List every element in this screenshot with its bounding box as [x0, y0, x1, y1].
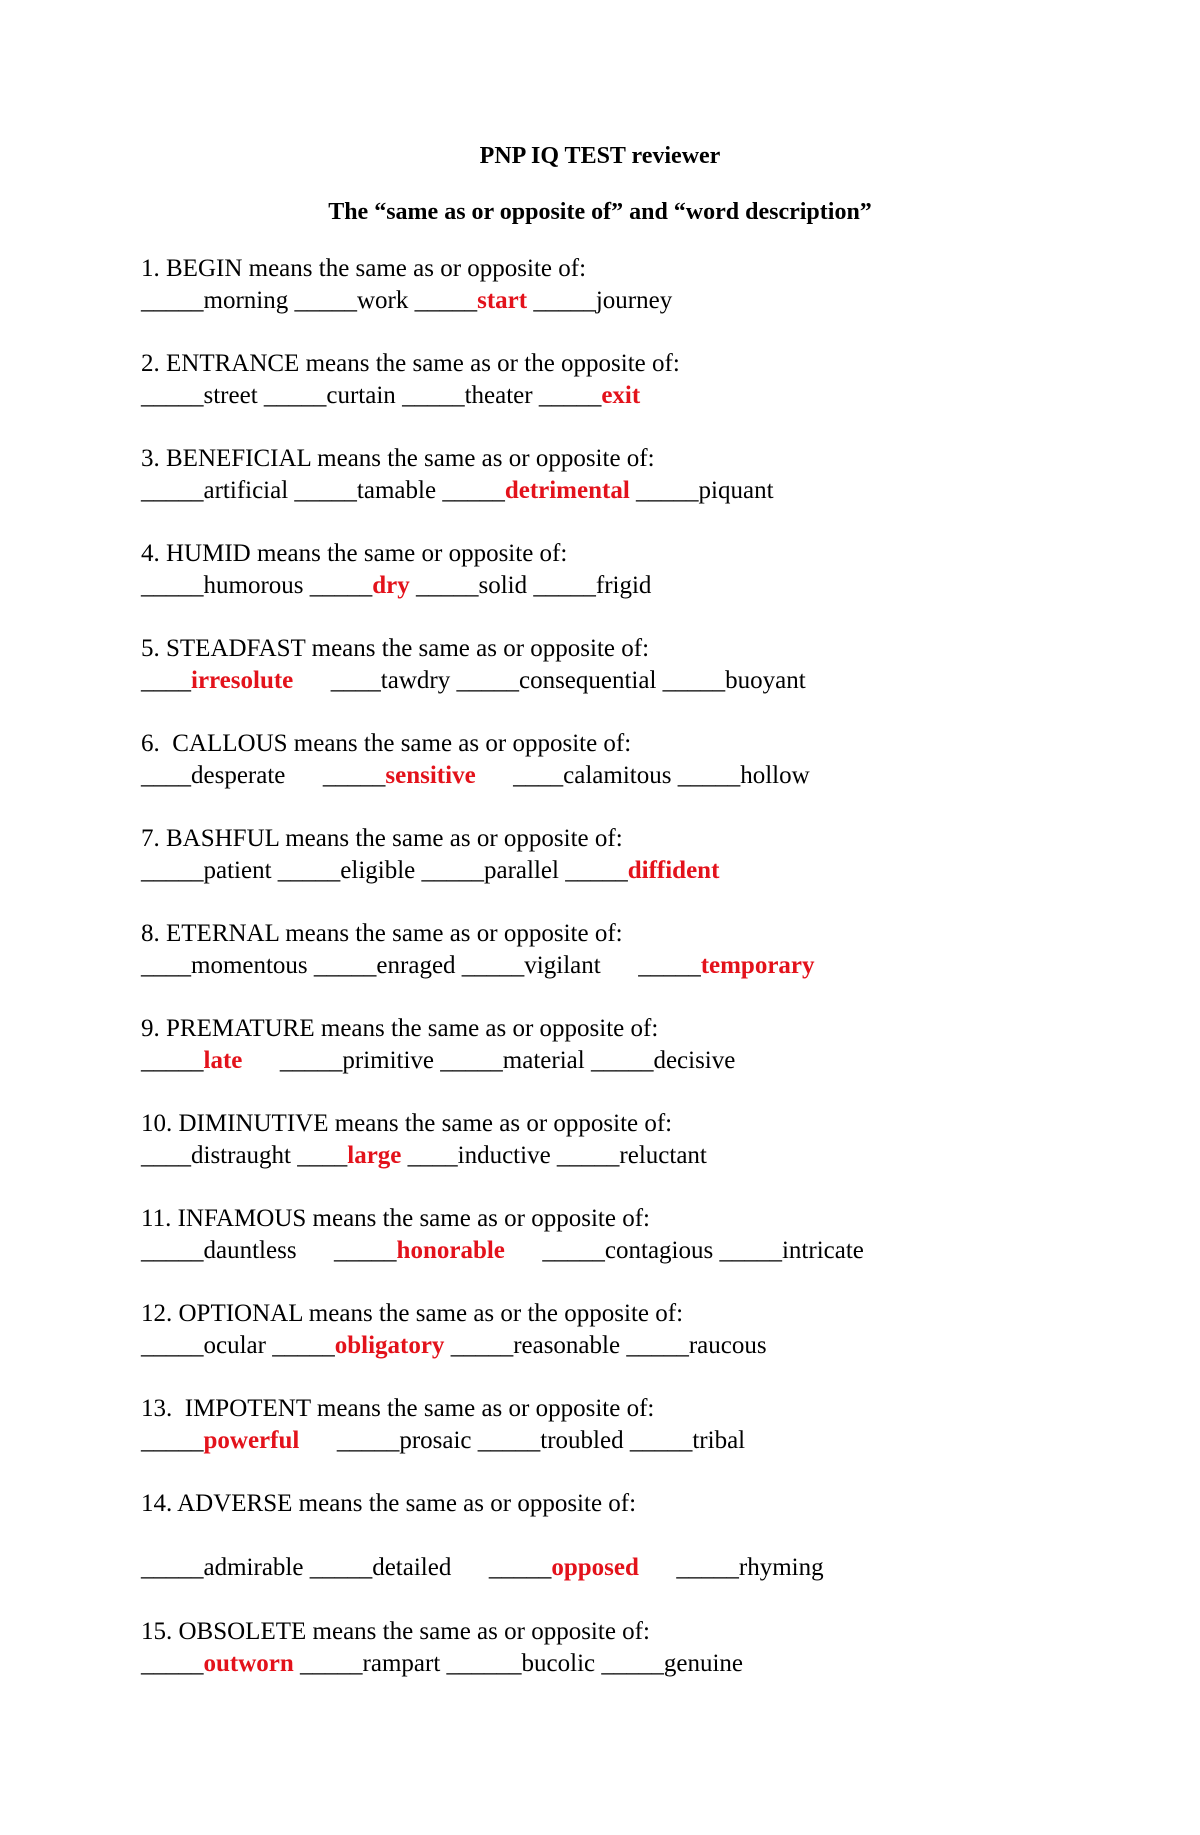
answer-word: powerful — [203, 1427, 300, 1454]
option: _____detailed — [309, 1554, 452, 1581]
option: _____piquant — [636, 477, 774, 504]
question-item — [141, 633, 806, 697]
question-prompt: 7. BASHFUL means the same as or opposite of: — [141, 825, 623, 852]
answer-word: late — [203, 1047, 243, 1074]
option: ______bucolic — [446, 1650, 596, 1677]
answer-option — [539, 382, 640, 409]
question-prompt: 9. PREMATURE means the same as or opposite of: — [141, 1015, 659, 1042]
question-prompt: 1. BEGIN means the same as or opposite of: — [141, 255, 587, 282]
question-prompt: 4. HUMID means the same or opposite of: — [141, 540, 568, 567]
answer-option — [442, 477, 629, 504]
answer-blank: _____ — [538, 382, 602, 409]
option: _____ocular — [141, 1332, 266, 1359]
option: _____raucous — [626, 1332, 767, 1359]
question-item — [141, 823, 719, 887]
question-item — [141, 253, 672, 317]
question-prompt: 15. OBSOLETE means the same as or opposite of: — [141, 1618, 650, 1645]
answer-word: irresolute — [191, 667, 294, 694]
option-row — [141, 1330, 767, 1362]
option: _____buoyant — [662, 667, 806, 694]
option-row — [141, 950, 815, 982]
option-row — [141, 570, 651, 602]
option-row — [141, 380, 680, 412]
option: _____genuine — [601, 1650, 744, 1677]
question-prompt: 12. OPTIONAL means the same as or the opposite of: — [141, 1300, 684, 1327]
option: _____street — [141, 382, 258, 409]
answer-option — [141, 667, 293, 694]
option: _____humorous — [141, 572, 304, 599]
option: _____primitive — [279, 1047, 435, 1074]
option: ____inductive — [407, 1142, 551, 1169]
option-row — [141, 475, 774, 507]
option-row — [141, 760, 810, 792]
answer-option — [141, 1427, 299, 1454]
answer-option — [638, 952, 814, 979]
answer-word: sensitive — [385, 762, 476, 789]
answer-word: diffident — [627, 857, 720, 884]
answer-word: opposed — [551, 1554, 639, 1581]
option: _____reluctant — [556, 1142, 707, 1169]
option: _____tribal — [629, 1427, 746, 1454]
question-prompt: 14. ADVERSE means the same as or opposite of: — [141, 1490, 637, 1517]
option-row — [141, 1235, 864, 1267]
question-prompt: 10. DIMINUTIVE means the same as or opposite of: — [141, 1110, 673, 1137]
question-prompt: 3. BENEFICIAL means the same as or opposite of: — [141, 445, 655, 472]
answer-blank: _____ — [414, 287, 478, 314]
answer-option — [141, 1650, 294, 1677]
option: _____decisive — [590, 1047, 736, 1074]
answer-option — [415, 287, 527, 314]
option: _____intricate — [719, 1237, 864, 1264]
option: _____parallel — [421, 857, 559, 884]
option-row — [141, 1045, 735, 1077]
answer-blank: _____ — [141, 1047, 204, 1074]
question-item — [141, 1298, 767, 1362]
answer-blank: ____ — [297, 1142, 348, 1169]
option: _____curtain — [263, 382, 396, 409]
option-row — [141, 1648, 743, 1680]
option-row — [141, 1140, 707, 1172]
question-item — [141, 728, 810, 792]
option-row — [141, 285, 672, 317]
answer-blank: _____ — [141, 1650, 204, 1677]
answer-word: start — [477, 287, 528, 314]
question-item — [141, 1488, 824, 1584]
answer-option — [565, 857, 719, 884]
answer-blank: _____ — [442, 477, 505, 504]
answer-option — [489, 1554, 639, 1581]
option: _____reasonable — [450, 1332, 621, 1359]
option: _____morning — [141, 287, 289, 314]
option: _____admirable — [141, 1554, 304, 1581]
option: _____enraged — [313, 952, 456, 979]
answer-word: temporary — [700, 952, 815, 979]
question-item — [141, 443, 774, 507]
option: _____consequential — [456, 667, 657, 694]
page-title: PNP IQ TEST reviewer — [479, 143, 721, 169]
answer-blank: _____ — [334, 1237, 397, 1264]
option: _____eligible — [277, 857, 416, 884]
option: _____hollow — [677, 762, 810, 789]
answer-option — [323, 762, 476, 789]
answer-option — [141, 1047, 242, 1074]
answer-option — [297, 1142, 401, 1169]
answer-word: exit — [601, 382, 641, 409]
option-row — [141, 1552, 824, 1584]
answer-word: obligatory — [334, 1332, 445, 1359]
question-prompt: 6. CALLOUS means the same as or opposite of: — [141, 730, 632, 757]
option: _____prosaic — [336, 1427, 472, 1454]
question-item — [141, 1203, 864, 1267]
option: ____tawdry — [330, 667, 451, 694]
question-item — [141, 918, 815, 982]
answer-blank: _____ — [309, 572, 373, 599]
option: _____troubled — [477, 1427, 624, 1454]
option: _____vigilant — [461, 952, 601, 979]
answer-blank: _____ — [488, 1554, 552, 1581]
option: ____calamitous — [513, 762, 672, 789]
question-item — [141, 1393, 745, 1457]
answer-option — [272, 1332, 444, 1359]
answer-blank: _____ — [141, 1427, 204, 1454]
option: _____dauntless — [141, 1237, 297, 1264]
option: _____contagious — [542, 1237, 714, 1264]
question-prompt: 11. INFAMOUS means the same as or opposite of: — [141, 1205, 650, 1232]
option-row — [141, 665, 806, 697]
answer-blank: ____ — [141, 667, 191, 694]
answer-option — [310, 572, 410, 599]
page-subtitle: The “same as or opposite of” and “word description” — [328, 199, 872, 225]
option: _____theater — [402, 382, 533, 409]
question-item — [141, 348, 680, 412]
option: _____material — [440, 1047, 585, 1074]
option: _____artificial — [141, 477, 289, 504]
answer-blank: _____ — [272, 1332, 335, 1359]
option: ____distraught — [141, 1142, 291, 1169]
answer-word: outworn — [203, 1650, 294, 1677]
option: _____rampart — [300, 1650, 441, 1677]
option: _____patient — [141, 857, 272, 884]
option: ____desperate — [141, 762, 286, 789]
answer-blank: _____ — [565, 857, 628, 884]
question-prompt: 8. ETERNAL means the same as or opposite of: — [141, 920, 623, 947]
option: _____solid — [416, 572, 528, 599]
option: _____rhyming — [676, 1554, 824, 1581]
question-item — [141, 1616, 743, 1680]
question-prompt: 5. STEADFAST means the same as or opposite of: — [141, 635, 650, 662]
answer-word: large — [347, 1142, 402, 1169]
question-prompt: 2. ENTRANCE means the same as or the opposite of: — [141, 350, 680, 377]
option-row — [141, 855, 719, 887]
answer-word: detrimental — [504, 477, 630, 504]
question-item — [141, 1013, 735, 1077]
answer-word: dry — [372, 572, 410, 599]
answer-option — [334, 1237, 505, 1264]
answer-word: honorable — [396, 1237, 505, 1264]
question-item — [141, 1108, 707, 1172]
question-item — [141, 538, 651, 602]
option: _____frigid — [533, 572, 652, 599]
answer-blank: _____ — [322, 762, 386, 789]
option: _____tamable — [294, 477, 437, 504]
option: _____work — [294, 287, 409, 314]
question-prompt: 13. IMPOTENT means the same as or opposite of: — [141, 1395, 655, 1422]
answer-blank: _____ — [638, 952, 701, 979]
option-row — [141, 1425, 745, 1457]
option: ____momentous — [141, 952, 308, 979]
option: _____journey — [533, 287, 673, 314]
